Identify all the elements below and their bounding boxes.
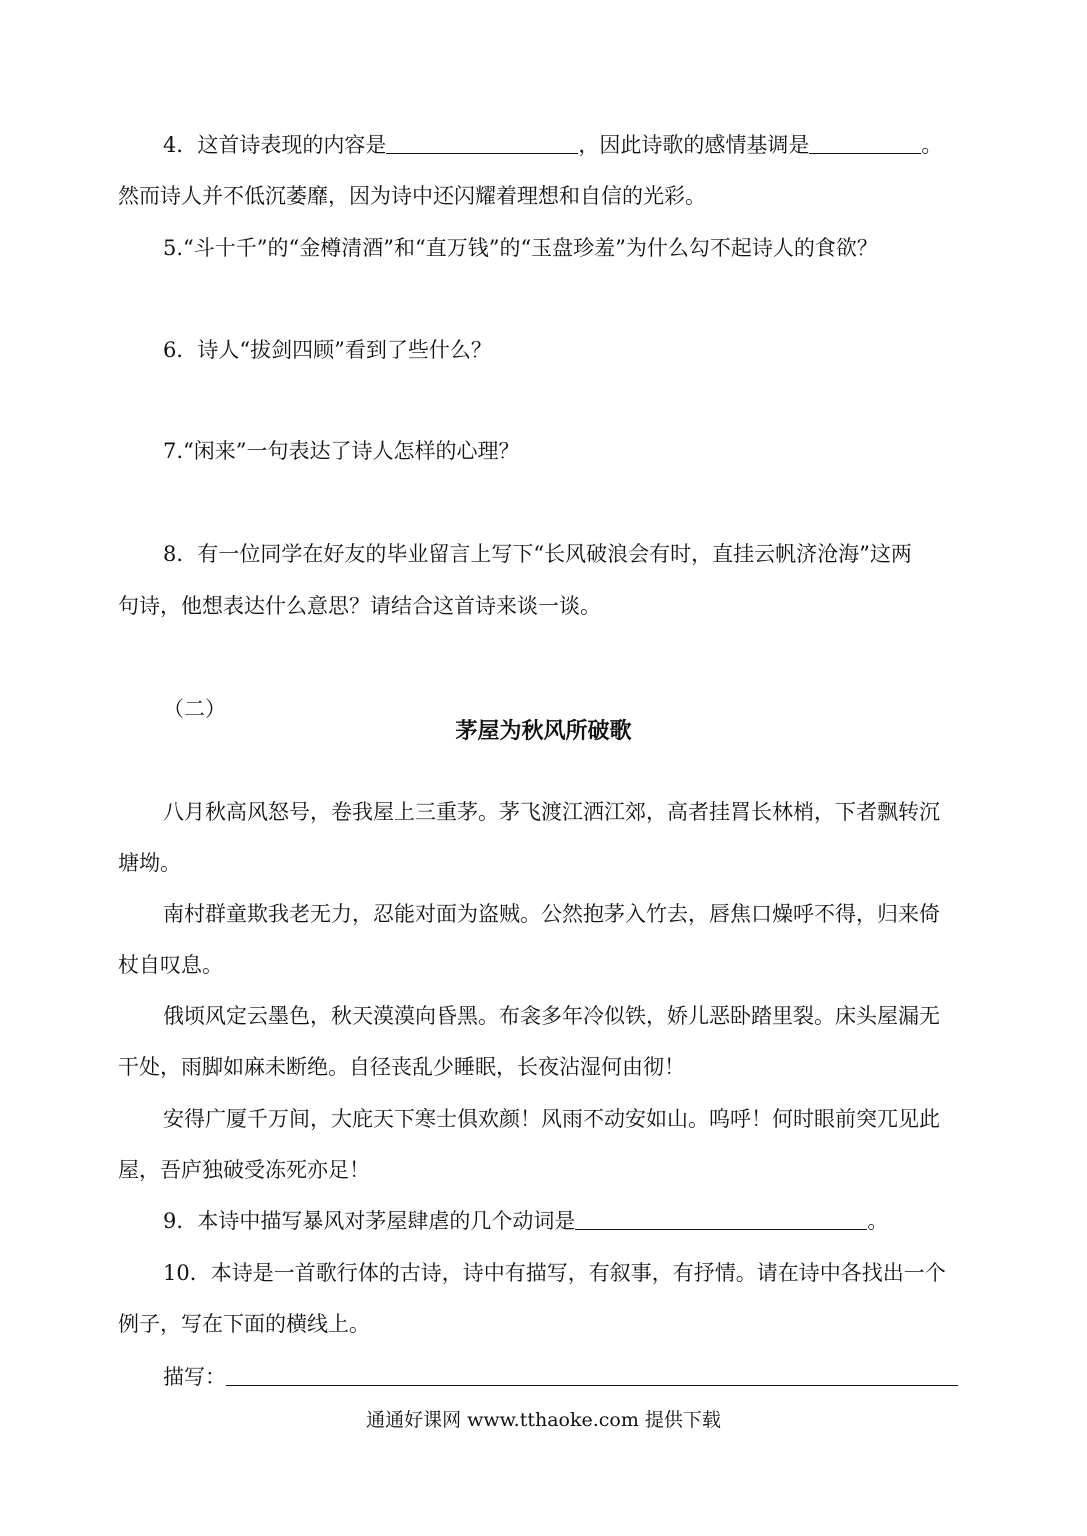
section-label: （二） — [163, 697, 226, 721]
question-8-line-2: 句诗，他想表达什么意思？请结合这首诗来谈一谈。 — [118, 594, 601, 618]
question-6: 6．诗人“拔剑四顾”看到了些什么？ — [163, 338, 492, 362]
question-10-line-2: 例子，写在下面的横线上。 — [118, 1312, 370, 1336]
poem-line: 杖自叹息。 — [118, 953, 223, 977]
question-5: 5.“斗十千”的“金樽清酒”和“直万钱”的“玉盘珍羞”为什么勾不起诗人的食欲？ — [163, 236, 878, 260]
q9-text-b: 。 — [867, 1209, 889, 1233]
poem-line: 南村群童欺我老无力，忍能对面为盗贼。公然抱茅入竹去，唇焦口燥呼不得，归来倚 — [163, 902, 940, 926]
poem-line: 安得广厦千万间，大庇天下寒士俱欢颜！风雨不动安如山。呜呼！何时眼前突兀见此 — [163, 1107, 940, 1131]
q4-text-b: ，因此诗歌的感情基调是 — [578, 133, 810, 157]
q4-answer-blank-2[interactable] — [809, 135, 921, 154]
q9-text-a: 9．本诗中描写暴风对茅屋肆虐的几个动词是 — [163, 1209, 576, 1233]
poem-line: 塘坳。 — [118, 851, 181, 875]
page-footer: 通通好课网 www.tthaoke.com 提供下载 — [366, 1409, 721, 1431]
question-10-line-1: 10．本诗是一首歌行体的古诗，诗中有描写，有叙事，有抒情。请在诗中各找出一个 — [163, 1261, 946, 1285]
q4-answer-blank-1[interactable] — [386, 135, 578, 154]
q4-line-2: 然而诗人并不低沉萎靡，因为诗中还闪耀着理想和自信的光彩。 — [118, 184, 706, 208]
describe-row — [163, 1362, 970, 1392]
question-8-line-1: 8．有一位同学在好友的毕业留言上写下“长风破浪会有时，直挂云帆济沧海”这两 — [163, 542, 912, 566]
poem-line: 八月秋高风怒号，卷我屋上三重茅。茅飞渡江洒江郊，高者挂罥长林梢，下者飘转沉 — [163, 800, 940, 824]
poem-title: 茅屋为秋风所破歌 — [455, 718, 632, 744]
describe-label: 描写： — [163, 1365, 226, 1389]
question-4 — [163, 130, 970, 160]
q4-text-a: 4．这首诗表现的内容是 — [163, 133, 387, 157]
poem-line: 俄顷风定云墨色，秋天漠漠向昏黑。布衾多年冷似铁，娇儿恶卧踏里裂。床头屋漏无 — [163, 1004, 940, 1028]
describe-answer-blank[interactable] — [226, 1367, 958, 1386]
question-7: 7.“闲来”一句表达了诗人怎样的心理？ — [163, 439, 520, 463]
q9-answer-blank[interactable] — [575, 1211, 867, 1230]
poem-line: 干处，雨脚如麻未断绝。自径丧乱少睡眠，长夜沾湿何由彻！ — [118, 1055, 685, 1079]
q4-text-c: 。 — [921, 133, 943, 157]
poem-line: 屋，吾庐独破受冻死亦足！ — [118, 1158, 370, 1182]
question-9 — [163, 1206, 970, 1236]
